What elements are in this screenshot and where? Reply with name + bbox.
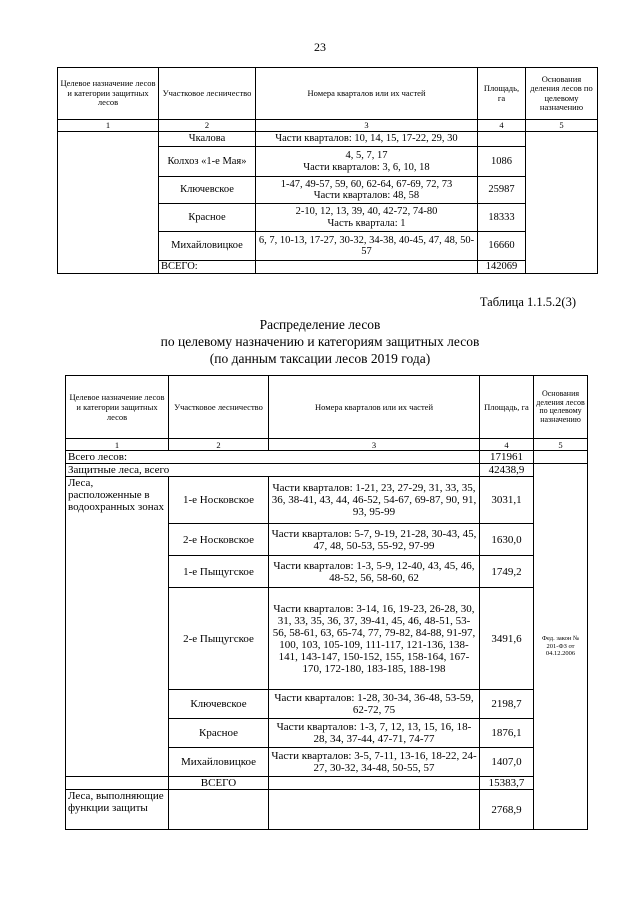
column-number: 5 xyxy=(526,120,598,132)
forestry-name: Чкалова xyxy=(159,132,256,147)
column-number: 2 xyxy=(169,439,269,451)
total-area: 142069 xyxy=(478,261,526,274)
quarter-numbers: 4, 5, 7, 17 Части кварталов: 3, 6, 10, 18 xyxy=(256,147,478,177)
table-header-row xyxy=(58,68,598,120)
area-value: 1876,1 xyxy=(480,719,534,748)
table-number: Таблица 1.1.5.2(3) xyxy=(479,295,576,309)
header-quarters: Номера кварталов или их частей xyxy=(269,376,480,439)
forestry-name: Красное xyxy=(159,204,256,232)
quarter-numbers: Части кварталов: 1-28, 30-34, 36-48, 53-59, 62-72, 75 xyxy=(269,690,480,719)
header-purpose: Целевое назначение лесов и категории защитных лесов xyxy=(58,68,159,120)
table-title xyxy=(0,316,640,367)
total-empty xyxy=(256,261,478,274)
protective-area: 42438,9 xyxy=(480,464,534,477)
protective-row xyxy=(66,464,588,477)
area-value: 18333 xyxy=(478,204,526,232)
basis-cell xyxy=(526,132,598,274)
forestry-name: 1-е Носковское xyxy=(169,477,269,524)
forestry-name: Ключевское xyxy=(169,690,269,719)
forest-distribution-table xyxy=(65,375,588,830)
quarter-numbers: Части кварталов: 1-21, 23, 27-29, 31, 33, 35, 36, 38-41, 43, 44, 46-52, 54-67, 69-87, 90, 91, 93, 95-99 xyxy=(269,477,480,524)
table-numbering-row xyxy=(66,439,588,451)
area-value: 1407,0 xyxy=(480,748,534,777)
header-area: Площадь, га xyxy=(480,376,534,439)
category-protection-functions: Леса, выполняющие функции защиты xyxy=(66,790,169,830)
basis-empty xyxy=(534,451,588,464)
quarter-numbers: 2-10, 12, 13, 39, 40, 42-72, 74-80 Часть квартала: 1 xyxy=(256,204,478,232)
quarters-empty xyxy=(269,790,480,830)
area-value xyxy=(478,132,526,147)
forestry-name: Колхоз «1-е Мая» xyxy=(159,147,256,177)
column-number: 3 xyxy=(256,120,478,132)
column-number: 1 xyxy=(58,120,159,132)
title-line: по целевому назначению и категориям защитных лесов xyxy=(160,334,480,349)
header-basis: Основания деления лесов по целевому назначению xyxy=(534,376,588,439)
header-area: Площадь, га xyxy=(478,68,526,120)
quarter-numbers: 1-47, 49-57, 59, 60, 62-64, 67-69, 72, 73 Части кварталов: 48, 58 xyxy=(256,177,478,204)
title-line: Распределение лесов xyxy=(259,317,381,332)
quarter-numbers: Части кварталов: 5-7, 9-19, 21-28, 30-43, 45, 47, 48, 50-53, 55-92, 97-99 xyxy=(269,524,480,556)
column-number: 4 xyxy=(480,439,534,451)
table-row xyxy=(58,132,598,147)
forestry-name: 1-е Пыщугское xyxy=(169,556,269,588)
quarter-numbers: 6, 7, 10-13, 17-27, 30-32, 34-38, 40-45, 47, 48, 50-57 xyxy=(256,232,478,261)
table-numbering-row xyxy=(58,120,598,132)
quarter-numbers: Части кварталов: 3-14, 16, 19-23, 26-28, 30, 31, 33, 35, 36, 37, 39-41, 45, 46, 48-51, 53-56, 58-61, 63, 65-74, 77, 79-82, 84-88, 91-97, 100, 103, 105-109, 111-117, 121-136, 138-141, 143-147, 150-152, 155, 158-164, 167-170, 172-180, 183-185, 188-198 xyxy=(269,588,480,690)
forestry-name: Красное xyxy=(169,719,269,748)
area-value: 1630,0 xyxy=(480,524,534,556)
area-value: 3031,1 xyxy=(480,477,534,524)
subtotal-area: 15383,7 xyxy=(480,777,534,790)
header-quarters: Номера кварталов или их частей xyxy=(256,68,478,120)
forestry-empty xyxy=(169,790,269,830)
subtotal-empty xyxy=(269,777,480,790)
total-label: ВСЕГО: xyxy=(159,261,256,274)
title-line: (по данным таксации лесов 2019 года) xyxy=(209,351,431,366)
table-header-row xyxy=(66,376,588,439)
forestry-name: Ключевское xyxy=(159,177,256,204)
forest-table-continued xyxy=(57,67,598,274)
purpose-cell xyxy=(58,132,159,274)
header-basis: Основания деления лесов по целевому назначению xyxy=(526,68,598,120)
area-value: 2768,9 xyxy=(480,790,534,830)
header-forestry: Участковое лесничество xyxy=(169,376,269,439)
forestry-name: 2-е Носковское xyxy=(169,524,269,556)
quarter-numbers: Части кварталов: 1-3, 7, 12, 13, 15, 16, 18-28, 34, 37-44, 47-71, 74-77 xyxy=(269,719,480,748)
column-number: 1 xyxy=(66,439,169,451)
category-water-protection: Леса, расположенные в водоохранных зонах xyxy=(66,477,169,777)
table-row xyxy=(66,477,588,524)
area-value: 3491,6 xyxy=(480,588,534,690)
basis-law: Фед. закон № 201-ФЗ от 04.12.2006 xyxy=(534,464,588,830)
all-forests-row xyxy=(66,451,588,464)
column-number: 4 xyxy=(478,120,526,132)
column-number: 5 xyxy=(534,439,588,451)
header-forestry: Участковое лесничество xyxy=(159,68,256,120)
page-number: 23 xyxy=(314,40,326,54)
column-number: 2 xyxy=(159,120,256,132)
header-purpose: Целевое назначение лесов и категории защитных лесов xyxy=(66,376,169,439)
column-number: 3 xyxy=(269,439,480,451)
subtotal-row xyxy=(66,777,588,790)
all-forests-area: 171961 xyxy=(480,451,534,464)
forestry-name: Михайловицкое xyxy=(169,748,269,777)
forestry-name: 2-е Пыщугское xyxy=(169,588,269,690)
area-value: 16660 xyxy=(478,232,526,261)
protective-label: Защитные леса, всего xyxy=(66,464,480,477)
forestry-name: Михайловицкое xyxy=(159,232,256,261)
area-value: 1749,2 xyxy=(480,556,534,588)
area-value: 25987 xyxy=(478,177,526,204)
quarter-numbers: Части кварталов: 1-3, 5-9, 12-40, 43, 45, 46, 48-52, 56, 58-60, 62 xyxy=(269,556,480,588)
quarter-numbers: Части кварталов: 10, 14, 15, 17-22, 29, 30 xyxy=(256,132,478,147)
all-forests-label: Всего лесов: xyxy=(66,451,480,464)
subtotal-empty xyxy=(66,777,169,790)
area-value: 1086 xyxy=(478,147,526,177)
subtotal-label: ВСЕГО xyxy=(169,777,269,790)
quarter-numbers: Части кварталов: 3-5, 7-11, 13-16, 18-22, 24-27, 30-32, 34-48, 50-55, 57 xyxy=(269,748,480,777)
area-value: 2198,7 xyxy=(480,690,534,719)
table-row xyxy=(66,790,588,830)
